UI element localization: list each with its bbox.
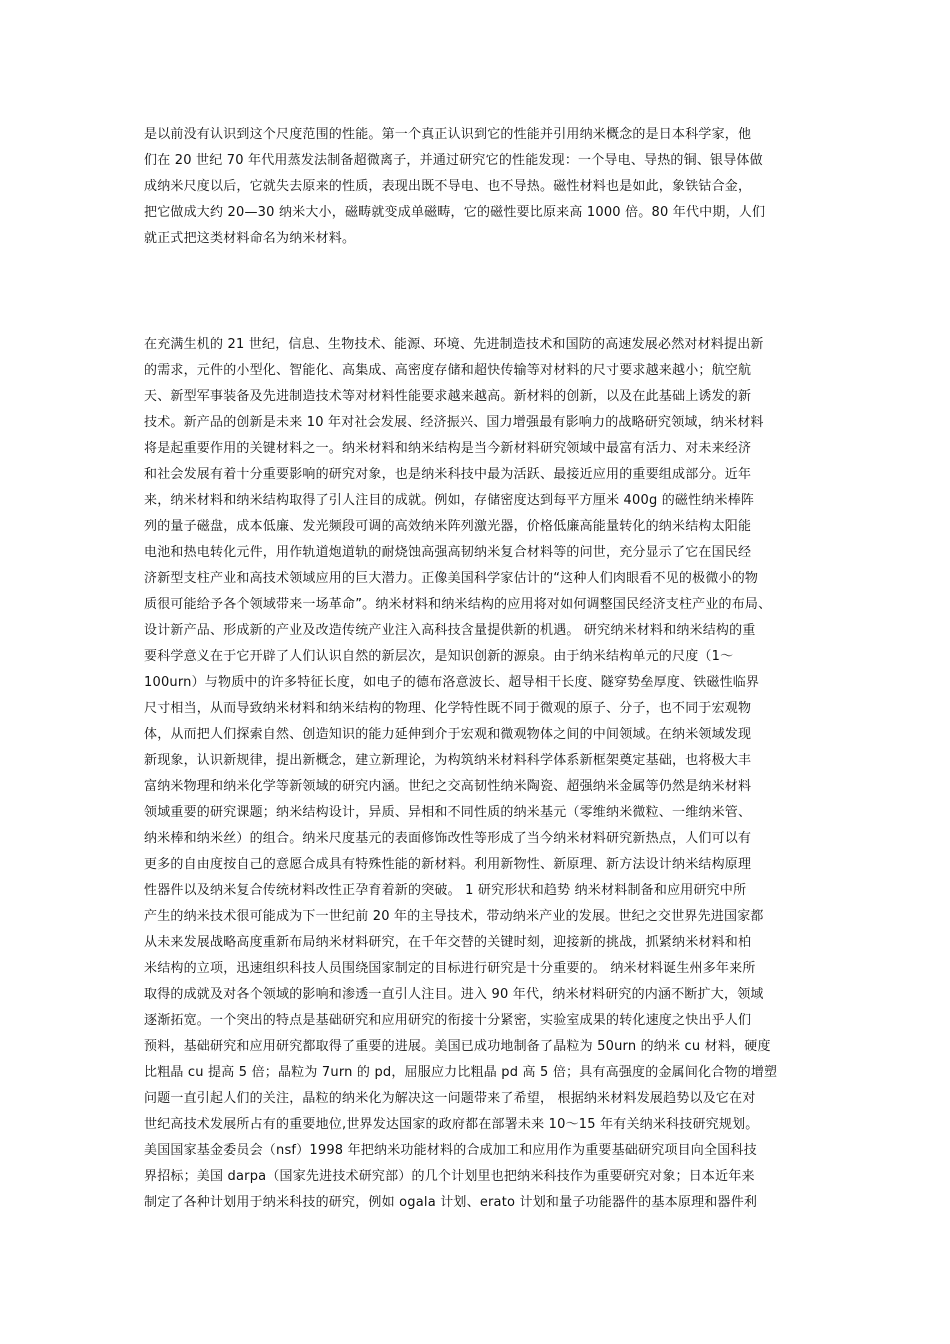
text-line: 质很可能给予各个领域带来一场革命”。纳米材料和纳米结构的应用将对如何调整国民经济支柱产业的布局、: [144, 597, 772, 612]
text-line: 制定了各种计划用于纳米科技的研究，例如 ogala 计划、erato 计划和量子功能器件的基本原理和器件利: [144, 1195, 758, 1210]
text-line: 预料，基础研究和应用研究都取得了重要的进展。美国已成功地制备了晶粒为 50urn 的纳米 cu 材料，硬度: [144, 1039, 771, 1054]
text-line: 逐渐拓宽。一个突出的特点是基础研究和应用研究的衔接十分紧密，实验室成果的转化速度之快出乎人们: [144, 1013, 752, 1028]
text-line: 从未来发展战略高度重新布局纳米材料研究，在千年交替的关键时刻，迎接新的挑战，抓紧纳米材料和柏: [144, 935, 752, 950]
text-line: 问题一直引起人们的关注，晶粒的纳米化为解决这一问题带来了希望， 根据纳米材料发展趋势以及它在对: [144, 1091, 756, 1106]
text-line: 成纳米尺度以后，它就失去原来的性质，表现出既不导电、也不导热。磁性材料也是如此，象铁钴合金，: [144, 179, 752, 194]
text-line: 新现象，认识新规律，提出新概念，建立新理论，为构筑纳米材料科学体系新框架奠定基础，也将极大丰: [144, 753, 752, 768]
text-line: 米结构的立项，迅速组织科技人员围绕国家制定的目标进行研究是十分重要的。 纳米材料诞生州多年来所: [144, 961, 756, 976]
text-line: 性器件以及纳米复合传统材料改性正孕育着新的突破。 1 研究形状和趋势 纳米材料制备和应用研究中所: [144, 883, 747, 898]
text-line: 天、新型军事装备及先进制造技术等对材料性能要求越来越高。新材料的创新，以及在此基础上诱发的新: [144, 389, 752, 404]
text-line: 来，纳米材料和纳米结构取得了引人注目的成就。例如，存储密度达到每平方厘米 400g 的磁性纳米棒阵: [144, 493, 755, 508]
text-line: 技术。新产品的创新是未来 10 年对社会发展、经济振兴、国力增强最有影响力的战略研究领域，纳米材料: [144, 415, 764, 430]
text-line: 尺寸相当，从而导致纳米材料和纳米结构的物理、化学特性既不同于微观的原子、分子，也不同于宏观物: [144, 701, 752, 716]
text-line: 的需求，元件的小型化、智能化、高集成、高密度存储和超快传输等对材料的尺寸要求越来越小；航空航: [144, 363, 752, 378]
text-line: 取得的成就及对各个领域的影响和渗透一直引人注目。进入 90 年代，纳米材料研究的内涵不断扩大，领域: [144, 987, 764, 1002]
text-line: 要科学意义在于它开辟了人们认识自然的新层次，是知识创新的源泉。由于纳米结构单元的尺度（1～: [144, 649, 734, 664]
text-line: 在充满生机的 21 世纪，信息、生物技术、能源、环境、先进制造技术和国防的高速发展必然对材料提出新: [144, 337, 764, 352]
text-line: 富纳米物理和纳米化学等新领域的研究内涵。世纪之交高韧性纳米陶瓷、超强纳米金属等仍然是纳米材料: [144, 779, 752, 794]
text-line: 们在 20 世纪 70 年代用蒸发法制备超微离子，并通过研究它的性能发现：一个导电、导热的铜、银导体做: [144, 153, 763, 168]
text-line: 比粗晶 cu 提高 5 倍；晶粒为 7urn 的 pd，屈服应力比粗晶 pd 高 5 倍；具有高强度的金属间化合物的增塑: [144, 1065, 778, 1080]
text-line: 电池和热电转化元件，用作轨道炮道轨的耐烧蚀高强高韧纳米复合材料等的问世，充分显示了它在国民经: [144, 545, 752, 560]
text-line: 济新型支柱产业和高技术领域应用的巨大潜力。正像美国科学家估计的“这种人们肉眼看不见的极微小的物: [144, 571, 759, 586]
text-line: 将是起重要作用的关键材料之一。纳米材料和纳米结构是当今新材料研究领域中最富有活力、对未来经济: [144, 441, 752, 456]
text-line: 和社会发展有着十分重要影响的研究对象，也是纳米科技中最为活跃、最接近应用的重要组成部分。近年: [144, 467, 752, 482]
text-line: 100urn）与物质中的许多特征长度，如电子的德布洛意波长、超导相干长度、隧穿势垒厚度、铁磁性临界: [144, 675, 760, 690]
text-line: 是以前没有认识到这个尺度范围的性能。第一个真正认识到它的性能并引用纳米概念的是日本科学家，他: [144, 127, 752, 142]
text-line: 界招标；美国 darpa（国家先进技术研究部）的几个计划里也把纳米科技作为重要研究对象；日本近年来: [144, 1169, 755, 1184]
text-line: 美国国家基金委员会（nsf）1998 年把纳米功能材料的合成加工和应用作为重要基础研究项目向全国科技: [144, 1143, 757, 1158]
text-line: 世纪高技术发展所占有的重要地位,世界发达国家的政府都在部署未来 10～15 年有关纳米科技研究规划。: [144, 1117, 759, 1132]
text-line: 纳米棒和纳米丝）的组合。纳米尺度基元的表面修饰改性等形成了当今纳米材料研究新热点，人们可以有: [144, 831, 752, 846]
text-line: 更多的自由度按自己的意愿合成具有特殊性能的新材料。利用新物性、新原理、新方法设计纳米结构原理: [144, 857, 752, 872]
text-line: 就正式把这类材料命名为纳米材料。: [144, 231, 356, 246]
text-line: 产生的纳米技术很可能成为下一世纪前 20 年的主导技术，带动纳米产业的发展。世纪之交世界先进国家都: [144, 909, 764, 924]
text-line: 列的量子磁盘，成本低廉、发光频段可调的高效纳米阵列激光器，价格低廉高能量转化的纳米结构太阳能: [144, 519, 752, 534]
text-line: 把它做成大约 20—30 纳米大小，磁畴就变成单磁畴，它的磁性要比原来高 1000 倍。80 年代中期，人们: [144, 205, 766, 220]
text-line: 体，从而把人们探索自然、创造知识的能力延伸到介于宏观和微观物体之间的中间领域。在纳米领域发现: [144, 727, 752, 742]
text-line: 领域重要的研究课题；纳米结构设计，异质、异相和不同性质的纳米基元（零维纳米微粒、一维纳米管、: [144, 805, 752, 820]
text-line: 设计新产品、形成新的产业及改造传统产业注入高科技含量提供新的机遇。 研究纳米材料和纳米结构的重: [144, 623, 756, 638]
